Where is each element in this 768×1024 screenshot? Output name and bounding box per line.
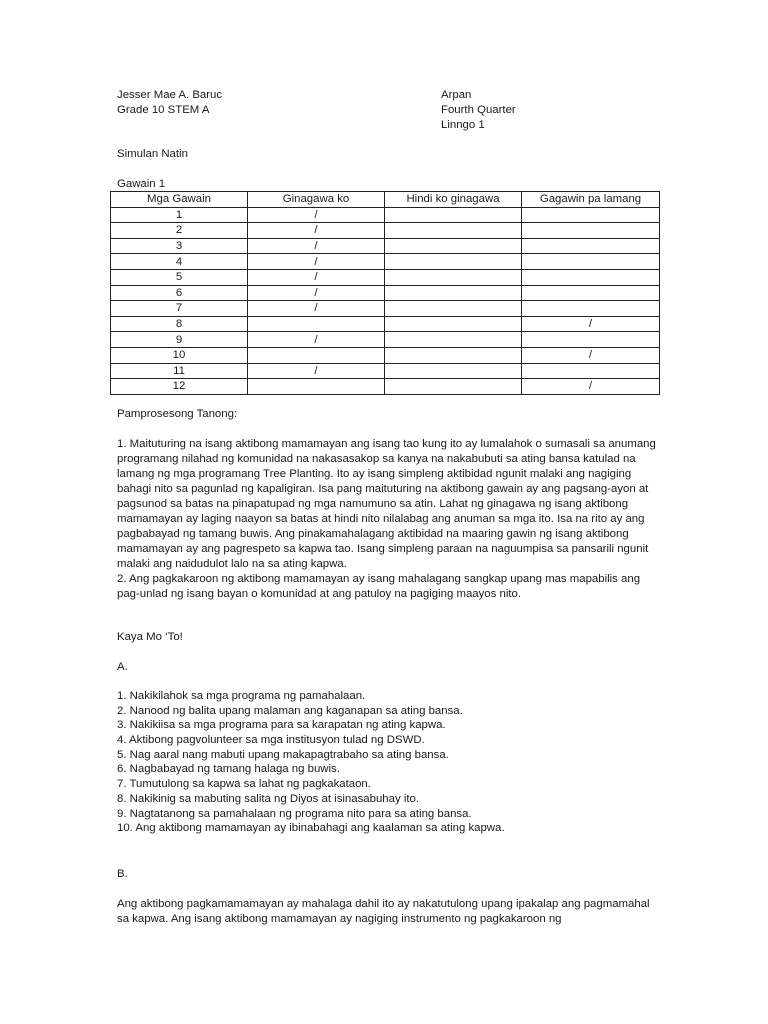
- table-row: [111, 269, 660, 285]
- table-cell: [522, 363, 660, 379]
- table-cell: /: [522, 316, 660, 332]
- part-b-label: B.: [117, 868, 128, 880]
- table-cell: /: [248, 285, 385, 301]
- table-cell: 5: [111, 269, 248, 285]
- table-cell: [385, 301, 522, 317]
- activity-table: [110, 191, 660, 395]
- table-cell: [385, 332, 522, 348]
- answer-paragraph-1: 1. Maituturing na isang aktibong mamamayan ang isang tao kung ito ay lumalahok o sumasali sa anumang programang nilahad ng komunidad na nakasasakop sa kanya na nakabubuti sa ating bansa katulad na lamang ng mga programang Tree Planting. Ito ay isang simpleng aktibidad ngunit malaki ang nagiging bahagi nito sa pagunlad ng kapaligiran. Isa pang maituturing na aktibong gawain ay ang pagsang-ayon at pagsunod sa batas na pinapatupad ng mga namumuno sa atin. Lahat ng ginagawa ng isang aktibong mamamayan ay laging naayon sa batas at hindi nito nilalabag ang anuman sa mga ito. Isa na rito ay ang pagbabayad ng tamang buwis. Ang pinakamahalagang aktibidad na maaring gawin ng isang aktibong mamamayan ay ang pagrespeto sa kapwa tao. Isang simpleng paraan na naguumpisa sa pansarili ngunit malaki ang naidudulot lalo na sa ating kapwa.: [117, 438, 656, 570]
- table-cell: 11: [111, 363, 248, 379]
- table-cell: 6: [111, 285, 248, 301]
- table-cell: 1: [111, 207, 248, 223]
- table-cell: /: [248, 238, 385, 254]
- student-grade: Grade 10 STEM A: [117, 104, 210, 116]
- list-item: 5. Nag aaral nang mabuti upang makapagtrabaho sa ating bansa.: [117, 748, 449, 761]
- quarter-label: Fourth Quarter: [441, 104, 516, 116]
- list-item: 6. Nagbabayad ng tamang halaga ng buwis.: [117, 763, 340, 776]
- table-row: [111, 207, 660, 223]
- table-header-row: [111, 192, 660, 208]
- table-cell: [385, 238, 522, 254]
- table-cell: [522, 238, 660, 254]
- table-cell: 12: [111, 379, 248, 395]
- list-item: 7. Tumutulong sa kapwa sa lahat ng pagkakataon.: [117, 778, 371, 791]
- list-item: 3. Nakikiisa sa mga programa para sa karapatan ng ating kapwa.: [117, 719, 446, 732]
- part-b-paragraph: Ang aktibong pagkamamamayan ay mahalaga dahil ito ay nakatutulong upang ipakalap ang pagmamahal sa kapwa. Ang isang aktibong mamamayan ay nagiging instrumento ng pagkakaroon ng: [117, 898, 650, 925]
- table-cell: [385, 269, 522, 285]
- table-cell: [248, 316, 385, 332]
- table-cell: /: [248, 363, 385, 379]
- list-item: 10. Ang aktibong mamamayan ay ibinabahagi ang kaalaman sa ating kapwa.: [117, 822, 505, 835]
- list-item: 4. Aktibong pagvolunteer sa mga institusyon tulad ng DSWD.: [117, 734, 425, 747]
- table-row: [111, 347, 660, 363]
- table-header-cell: Gagawin pa lamang: [522, 192, 660, 208]
- part-a-list: [117, 689, 657, 836]
- table-cell: [522, 332, 660, 348]
- list-item: 1. Nakikilahok sa mga programa ng pamahalaan.: [117, 690, 366, 702]
- table-cell: [522, 207, 660, 223]
- table-header-cell: Mga Gawain: [111, 192, 248, 208]
- processing-questions-heading: Pamprosesong Tanong:: [117, 408, 238, 420]
- subject-name: Arpan: [441, 89, 472, 101]
- table-cell: /: [522, 347, 660, 363]
- list-item: 9. Nagtatanong sa pamahalaan ng programa nito para sa ating bansa.: [117, 807, 472, 820]
- table-cell: [248, 347, 385, 363]
- subject-info: [441, 88, 516, 133]
- section-heading-simulan: Simulan Natin: [117, 148, 188, 160]
- table-cell: 9: [111, 332, 248, 348]
- table-cell: [522, 254, 660, 270]
- table-cell: [522, 301, 660, 317]
- table-cell: 3: [111, 238, 248, 254]
- table-row: [111, 223, 660, 239]
- answer-paragraph-2: 2. Ang pagkakaroon ng aktibong mamamayan ay isang mahalagang sangkap upang mas mapabilis ang pag-unlad ng isang bayan o komunidad at ang patuloy na pagiging maayos nito.: [117, 573, 641, 600]
- table-cell: [385, 347, 522, 363]
- table-cell: /: [248, 301, 385, 317]
- table-cell: [385, 223, 522, 239]
- table-header-cell: Ginagawa ko: [248, 192, 385, 208]
- table-header-cell: Hindi ko ginagawa: [385, 192, 522, 208]
- table-cell: /: [248, 223, 385, 239]
- processing-answers: [117, 437, 657, 602]
- table-row: [111, 332, 660, 348]
- student-name: Jesser Mae A. Baruc: [117, 89, 223, 101]
- table-cell: [522, 269, 660, 285]
- table-cell: 10: [111, 347, 248, 363]
- table-cell: [385, 379, 522, 395]
- table-cell: [522, 223, 660, 239]
- table-row: [111, 363, 660, 379]
- table-cell: [385, 363, 522, 379]
- table-cell: /: [248, 332, 385, 348]
- table-cell: /: [248, 207, 385, 223]
- table-cell: [248, 379, 385, 395]
- table-cell: 2: [111, 223, 248, 239]
- table-cell: 4: [111, 254, 248, 270]
- list-item: 8. Nakikinig sa mabuting salita ng Diyos at isinasabuhay ito.: [117, 792, 420, 805]
- table-cell: /: [522, 379, 660, 395]
- table-cell: [385, 254, 522, 270]
- table-cell: [385, 207, 522, 223]
- table-row: [111, 254, 660, 270]
- table-row: [111, 301, 660, 317]
- student-info: [117, 88, 222, 118]
- activity-heading: Gawain 1: [117, 178, 166, 190]
- table-cell: [385, 285, 522, 301]
- table-cell: /: [248, 254, 385, 270]
- week-label: Linngo 1: [441, 119, 485, 131]
- table-cell: 7: [111, 301, 248, 317]
- table-row: [111, 238, 660, 254]
- part-a-label: A.: [117, 661, 128, 673]
- table-row: [111, 379, 660, 395]
- kaya-mo-to-heading: Kaya Mo ‘To!: [117, 631, 183, 643]
- table-cell: [385, 316, 522, 332]
- table-row: [111, 285, 660, 301]
- table-row: [111, 316, 660, 332]
- table-cell: 8: [111, 316, 248, 332]
- list-item: 2. Nanood ng balita upang malaman ang kaganapan sa ating bansa.: [117, 704, 463, 717]
- table-cell: /: [248, 269, 385, 285]
- table-cell: [522, 285, 660, 301]
